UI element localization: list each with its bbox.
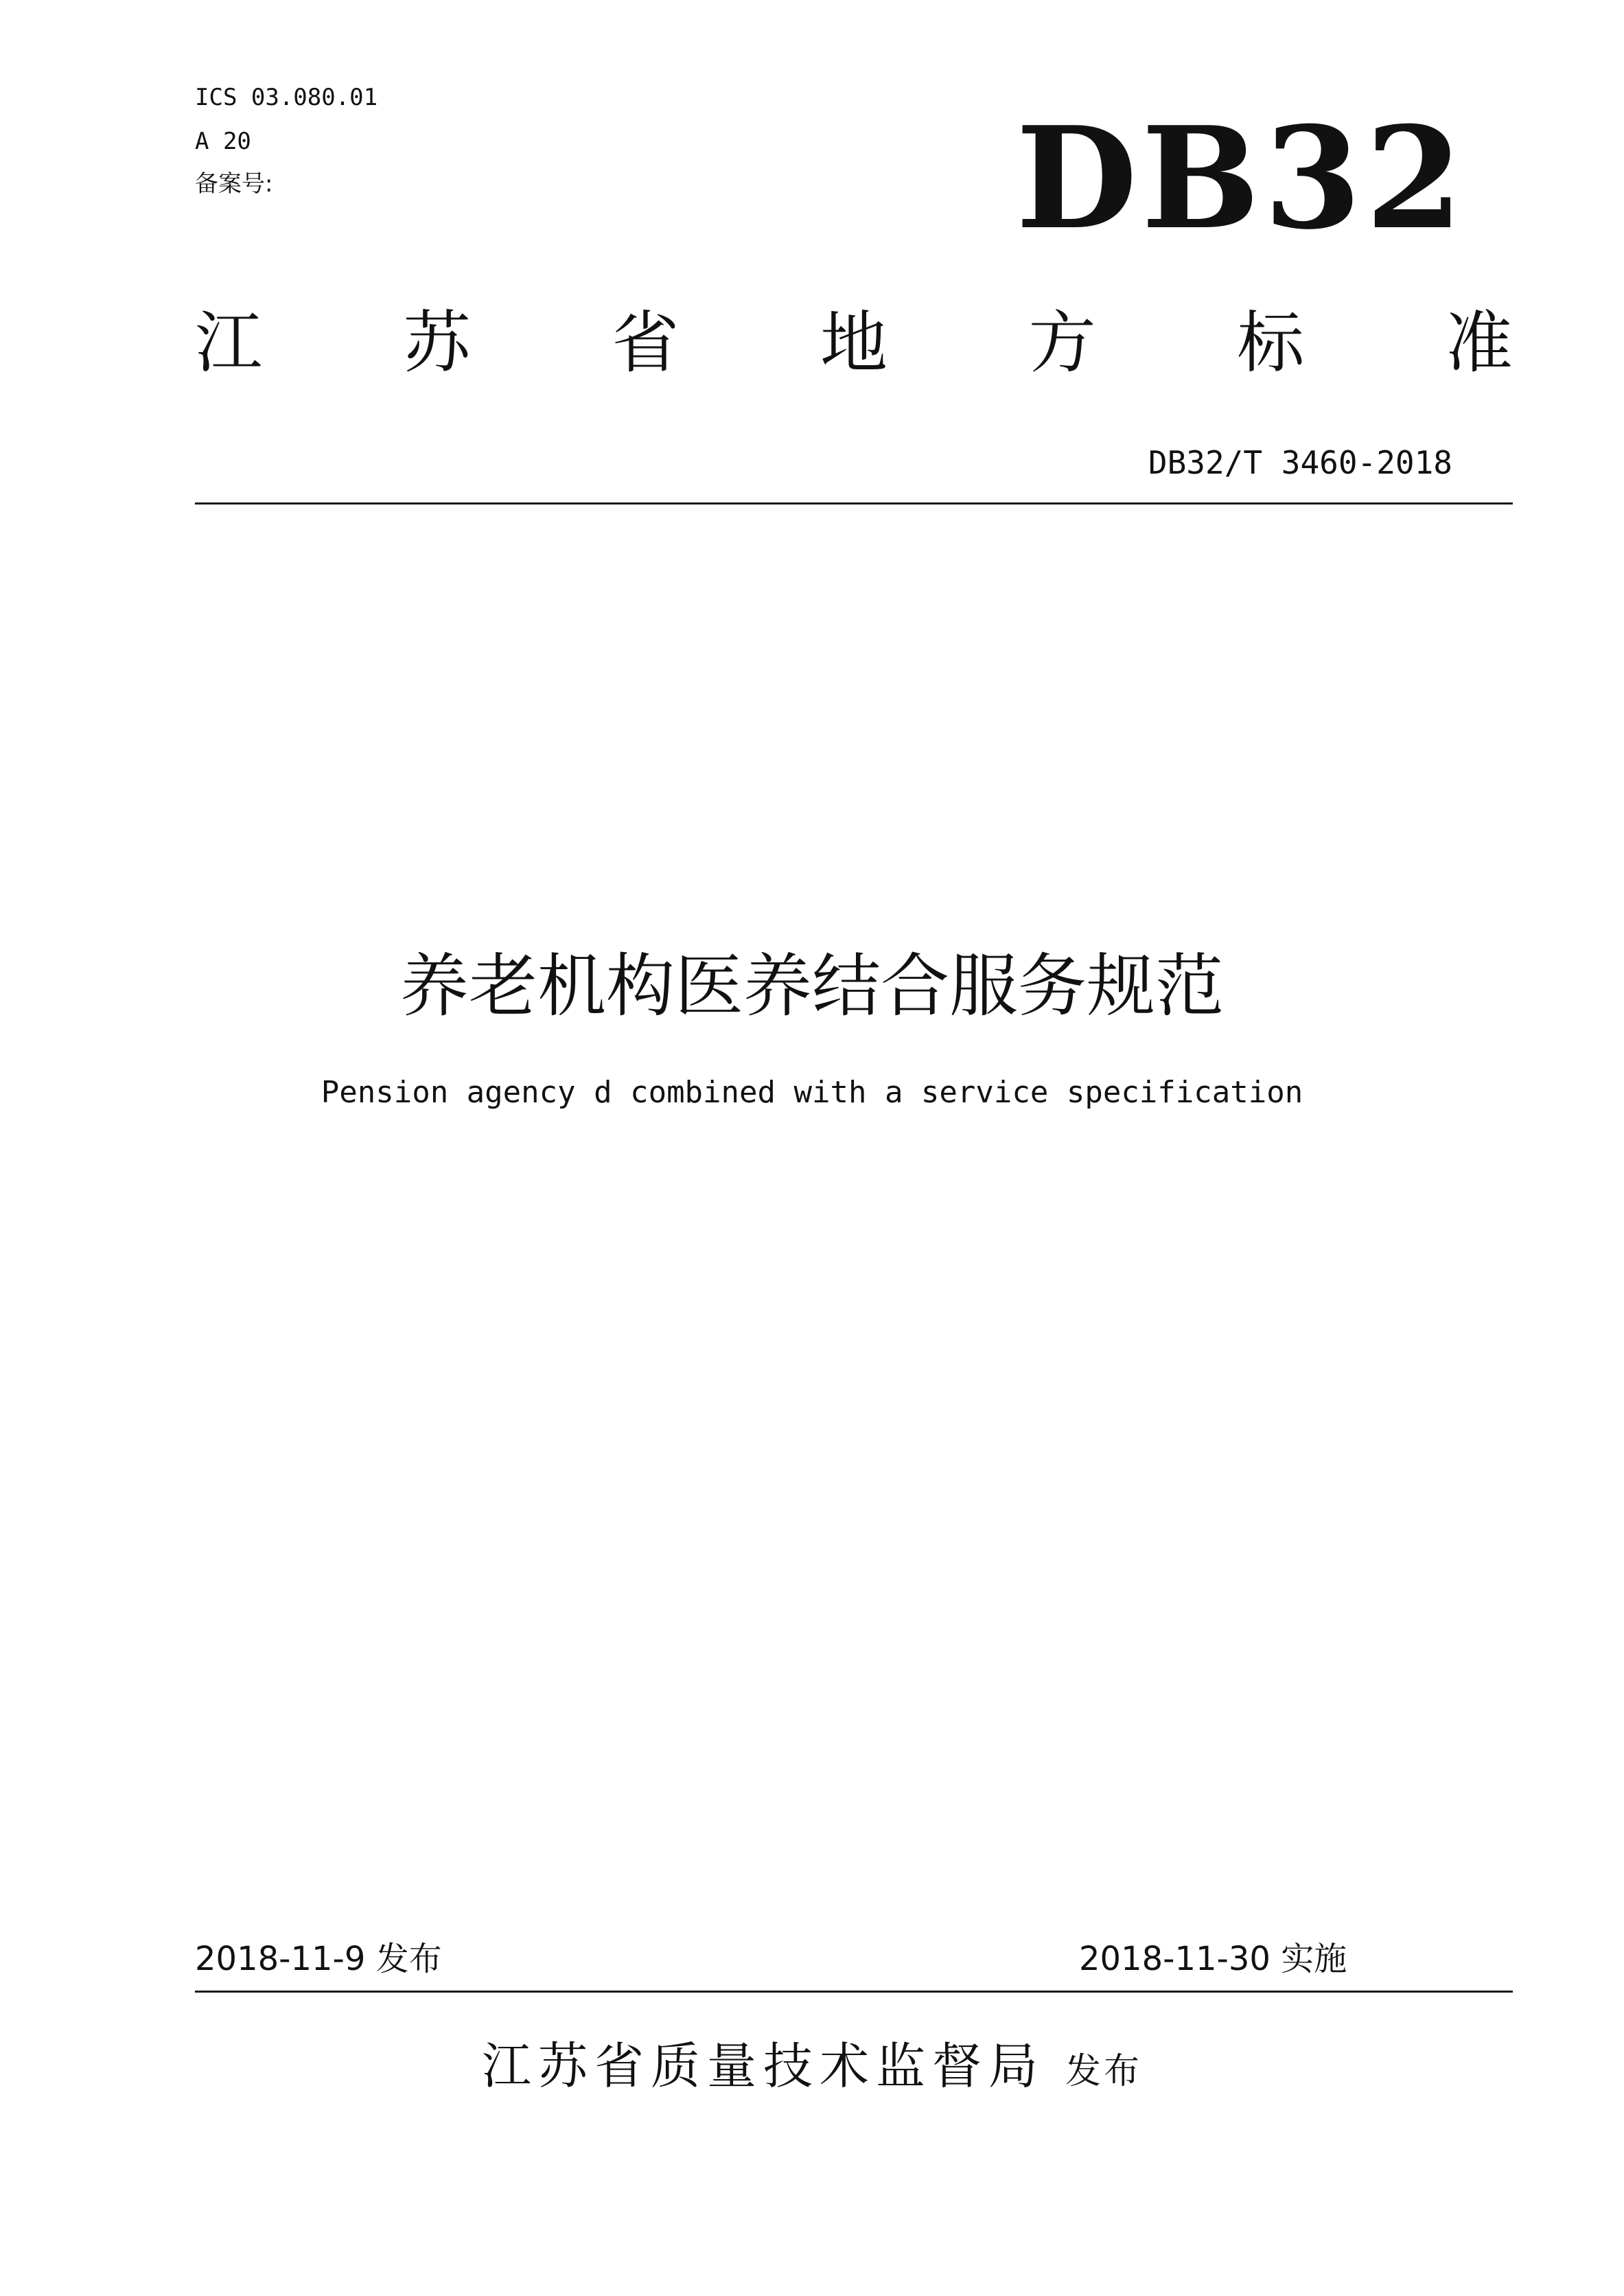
standard-title-char: 标 bbox=[1237, 304, 1305, 382]
implementation-date: 2018-11-30 实施 bbox=[1079, 1940, 1347, 1978]
standard-title-char: 苏 bbox=[403, 304, 471, 382]
authority-name: 江苏省质量技术监督局 bbox=[481, 2037, 1045, 2095]
standard-title-char: 地 bbox=[820, 304, 888, 382]
standard-number: DB32/T 3460-2018 bbox=[1148, 444, 1452, 481]
issue-date: 2018-11-9 发布 bbox=[195, 1940, 442, 1978]
ics-code: ICS 03.080.01 bbox=[195, 84, 378, 111]
standard-title-char: 准 bbox=[1445, 304, 1513, 382]
document-title-en: Pension agency d combined with a service specification bbox=[321, 1075, 1303, 1110]
standard-title-char: 省 bbox=[612, 304, 680, 382]
standard-title-char: 方 bbox=[1028, 304, 1096, 382]
divider-top bbox=[195, 502, 1513, 505]
authority-suffix: 发布 bbox=[1065, 2051, 1143, 2092]
classification-code: A 20 bbox=[195, 128, 251, 155]
db-mark: DB32 bbox=[1016, 96, 1468, 261]
record-number-label: 备案号: bbox=[195, 170, 273, 198]
issuing-authority bbox=[0, 2032, 1624, 2106]
standard-title-char: 江 bbox=[195, 304, 263, 382]
divider-bottom bbox=[195, 1991, 1513, 1993]
standard-title bbox=[195, 295, 1513, 391]
document-title-cn: 养老机构医养结合服务规范 bbox=[400, 946, 1224, 1026]
